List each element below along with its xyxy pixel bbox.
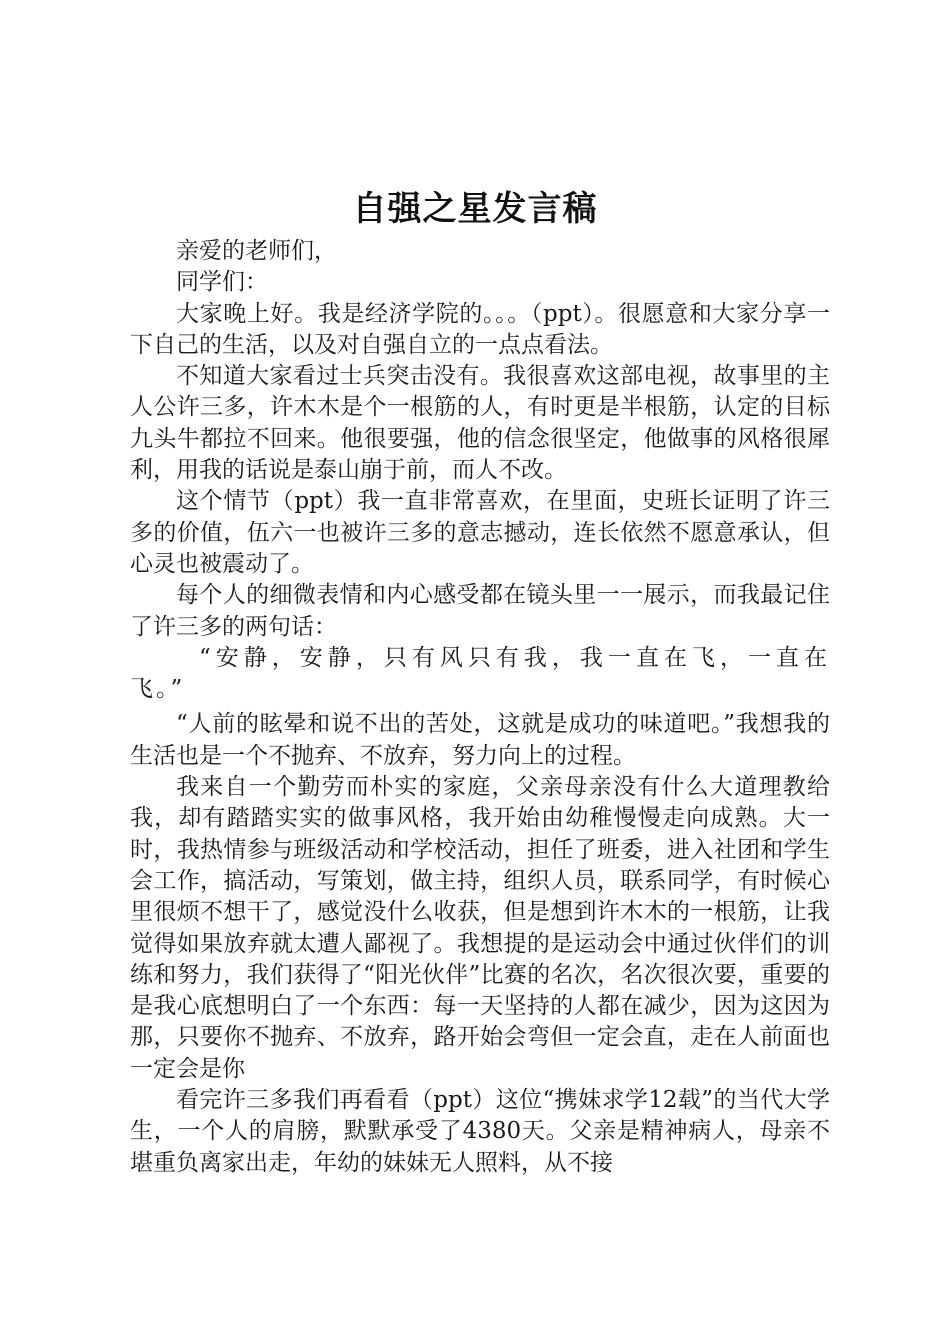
document-body [130, 236, 830, 1179]
paragraph: 我来自一个勤劳而朴实的家庭，父亲母亲没有什么大道理教给我，却有踏踏实实的做事风格，我开始由幼稚慢慢走向成熟。大一时，我热情参与班级活动和学校活动，担任了班委，进入社团和学生会工作，搞活动，写策划，做主持，组织人员，联系同学，有时候心里很烦不想干了，感觉没什么收获，但是想到许木木的一根筋，让我觉得如果放弃就太遭人鄙视了。我想提的是运动会中通过伙伴们的训练和努力，我们获得了“阳光伙伴”比赛的名次，名次很次要，重要的是我心底想明白了一个东西：每一天坚持的人都在减少，因为这因为那，只要你不抛弃、不放弃，路开始会弯但一定会直，走在人前面也一定会是你 [130, 774, 830, 1082]
quote-paragraph: “安静，安静，只有风只有我，我一直在飞，一直在飞。” [130, 644, 830, 703]
paragraph: “人前的眩晕和说不出的苦处，这就是成功的味道吧。”我想我的生活也是一个不抛弃、不放弃，努力向上的过程。 [130, 711, 830, 769]
paragraph: 不知道大家看过士兵突击没有。我很喜欢这部电视，故事里的主人公许三多，许木木是个一根筋的人，有时更是半根筋，认定的目标九头牛都拉不回来。他很要强，他的信念很坚定，他做事的风格很犀利，用我的话说是泰山崩于前，而人不改。 [130, 363, 830, 484]
salutation-line: 同学们： [176, 269, 268, 296]
paragraph: 大家晚上好。我是经济学院的。。。（ppt）。很愿意和大家分享一下自己的生活，以及对自强自立的一点点看法。 [130, 300, 830, 358]
paragraph: 每个人的细微表情和内心感受都在镜头里一一展示，而我最记住了许三多的两句话： [130, 582, 830, 640]
salutation-line: 亲爱的老师们， [176, 238, 337, 264]
document-title: 自强之星发言稿 [352, 189, 598, 229]
paragraph: 看完许三多我们再看看（ppt）这位“携妹求学12载”的当代大学生，一个人的肩膀，默默承受了4380天。父亲是精神病人，母亲不堪重负离家出走，年幼的妹妹无人照料，从不接 [130, 1087, 830, 1176]
paragraph: 这个情节（ppt）我一直非常喜欢，在里面，史班长证明了许三多的价值，伍六一也被许三多的意志撼动，连长依然不愿意承认，但心灵也被震动了。 [130, 488, 830, 577]
